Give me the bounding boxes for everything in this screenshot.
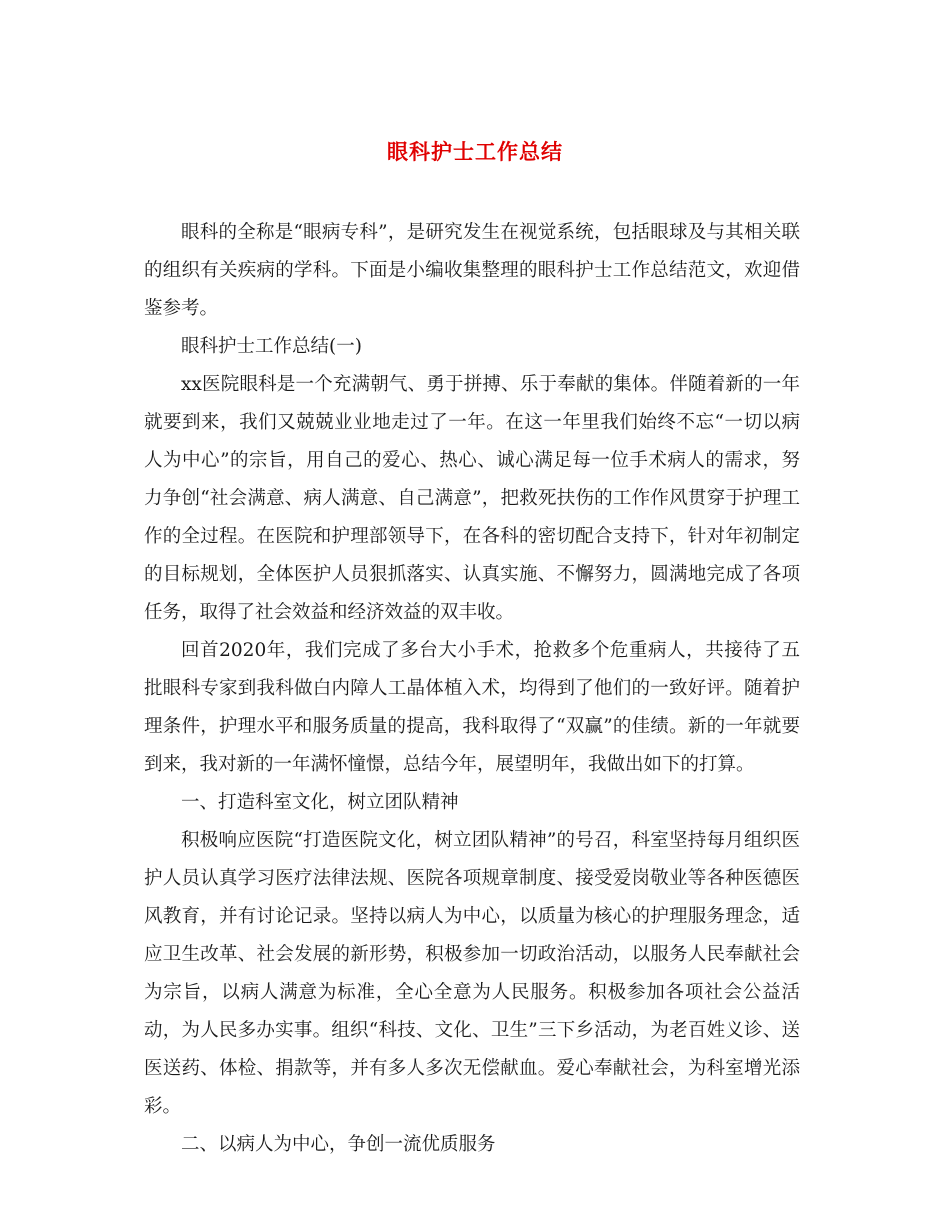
section-heading-patient-service: 二、以病人为中心，争创一流优质服务 [181, 1134, 496, 1155]
body-paragraph: 积极响应医院“打造医院文化，树立团队精神”的号召，科室坚持每月组织医护人员认真学习医疗法律法规、医院各项规章制度、接受爱岗敬业等各种医德医风教育，并有讨论记录。坚持以病人为中心，以质量为核心的护理服务理念，适应卫生改革、社会发展的新形势，积极参加一切政治活动，以服务人民奉献社会为宗旨，以病人满意为标准，全心全意为人民服务。积极参加各项社会公益活动，为人民多办实事。组织“科技、文化、卫生”三下乡活动，为老百姓义诊、送医送药、体检、捐款等，并有多人多次无偿献血。爱心奉献社会，为科室增光添彩。 [144, 830, 800, 1117]
section-heading-team-culture: 一、打造科室文化，树立团队精神 [181, 792, 459, 813]
intro-paragraph: 眼科的全称是“眼病专科”，是研究发生在视觉系统，包括眼球及与其相关联的组织有关疾病的学科。下面是小编收集整理的眼科护士工作总结范文，欢迎借鉴参考。 [144, 222, 800, 319]
section-heading-summary-one: 眼科护士工作总结(一) [181, 336, 362, 357]
document-title: 眼科护士工作总结 [387, 139, 563, 164]
body-paragraph: 回首2020年，我们完成了多台大小手术，抢救多个危重病人，共接待了五批眼科专家到我科做白内障人工晶体植入术，均得到了他们的一致好评。随着护理条件，护理水平和服务质量的提高，我科取得了“双赢”的佳绩。新的一年就要到来，我对新的一年满怀憧憬，总结今年，展望明年，我做出如下的打算。 [144, 640, 800, 775]
document-body [144, 214, 800, 1164]
body-paragraph: xx医院眼科是一个充满朝气、勇于拼搏、乐于奉献的集体。伴随着新的一年就要到来，我们又兢兢业业地走过了一年。在这一年里我们始终不忘“一切以病人为中心”的宗旨，用自己的爱心、热心、诚心满足每一位手术病人的需求，努力争创“社会满意、病人满意、自己满意”，把救死扶伤的工作作风贯穿于护理工作的全过程。在医院和护理部领导下，在各科的密切配合支持下，针对年初制定的目标规划，全体医护人员狠抓落实、认真实施、不懈努力，圆满地完成了各项任务，取得了社会效益和经济效益的双丰收。 [144, 374, 800, 623]
